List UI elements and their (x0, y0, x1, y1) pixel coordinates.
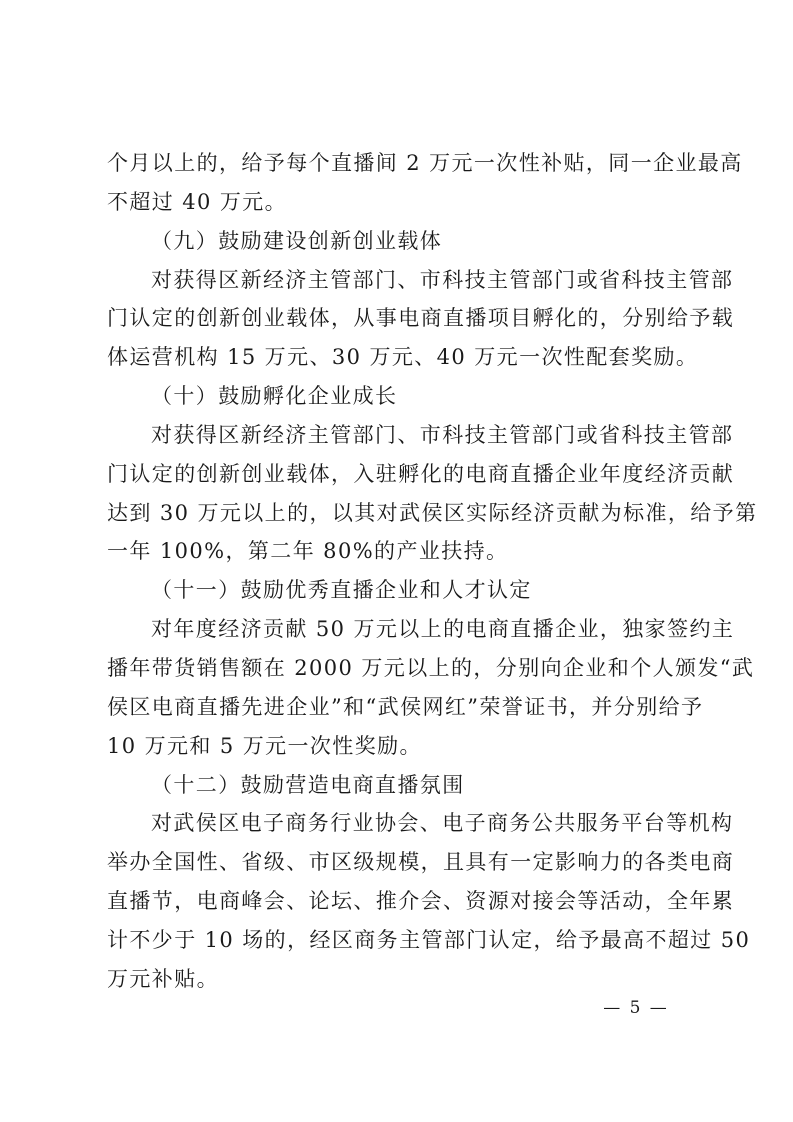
body-line: 播年带货销售额在 2000 万元以上的，分别向企业和个人颁发“武 (107, 655, 755, 680)
body-line: 侯区电商直播先进企业”和“武侯网红”荣誉证书，并分别给予 (107, 694, 704, 719)
body-line: 10 万元和 5 万元一次性奖励。 (107, 733, 422, 758)
body-line: 直播节，电商峰会、论坛、推介会、资源对接会等活动，全年累 (107, 889, 735, 914)
body-line: 达到 30 万元以上的，以其对武侯区实际经济贡献为标准，给予第 (107, 500, 758, 525)
body-line: 举办全国性、省级、市区级规模，且具有一定影响力的各类电商 (107, 850, 735, 875)
body-line: 对获得区新经济主管部门、市科技主管部门或省科技主管部 (151, 422, 734, 447)
body-line: 对年度经济贡献 50 万元以上的电商直播企业，独家签约主 (151, 617, 735, 642)
section-heading-10: （十）鼓励孵化企业成长 (151, 384, 398, 409)
body-line: 万元补贴。 (107, 966, 219, 991)
document-body (107, 144, 758, 999)
section-heading-11: （十一）鼓励优秀直播企业和人才认定 (151, 578, 532, 603)
body-line: 对获得区新经济主管部门、市科技主管部门或省科技主管部 (151, 267, 734, 292)
body-line: 门认定的创新创业载体，从事电商直播项目孵化的，分别给予载 (107, 306, 735, 331)
body-line: 不超过 40 万元。 (107, 189, 288, 214)
body-line: 门认定的创新创业载体，入驻孵化的电商直播企业年度经济贡献 (107, 461, 735, 486)
body-line: 个月以上的，给予每个直播间 2 万元一次性补贴，同一企业最高 (107, 151, 743, 175)
section-heading-9: （九）鼓励建设创新创业载体 (151, 228, 443, 253)
body-line: 计不少于 10 场的，经区商务主管部门认定，给予最高不超过 50 (107, 927, 751, 952)
page-number: — 5 — (603, 998, 669, 1018)
body-line: 体运营机构 15 万元、30 万元、40 万元一次性配套奖励。 (107, 345, 699, 370)
body-line: 对武侯区电子商务行业协会、电子商务公共服务平台等机构 (151, 811, 734, 836)
section-heading-12: （十二）鼓励营造电商直播氛围 (151, 772, 465, 797)
body-line: 一年 100%，第二年 80%的产业扶持。 (107, 539, 509, 564)
